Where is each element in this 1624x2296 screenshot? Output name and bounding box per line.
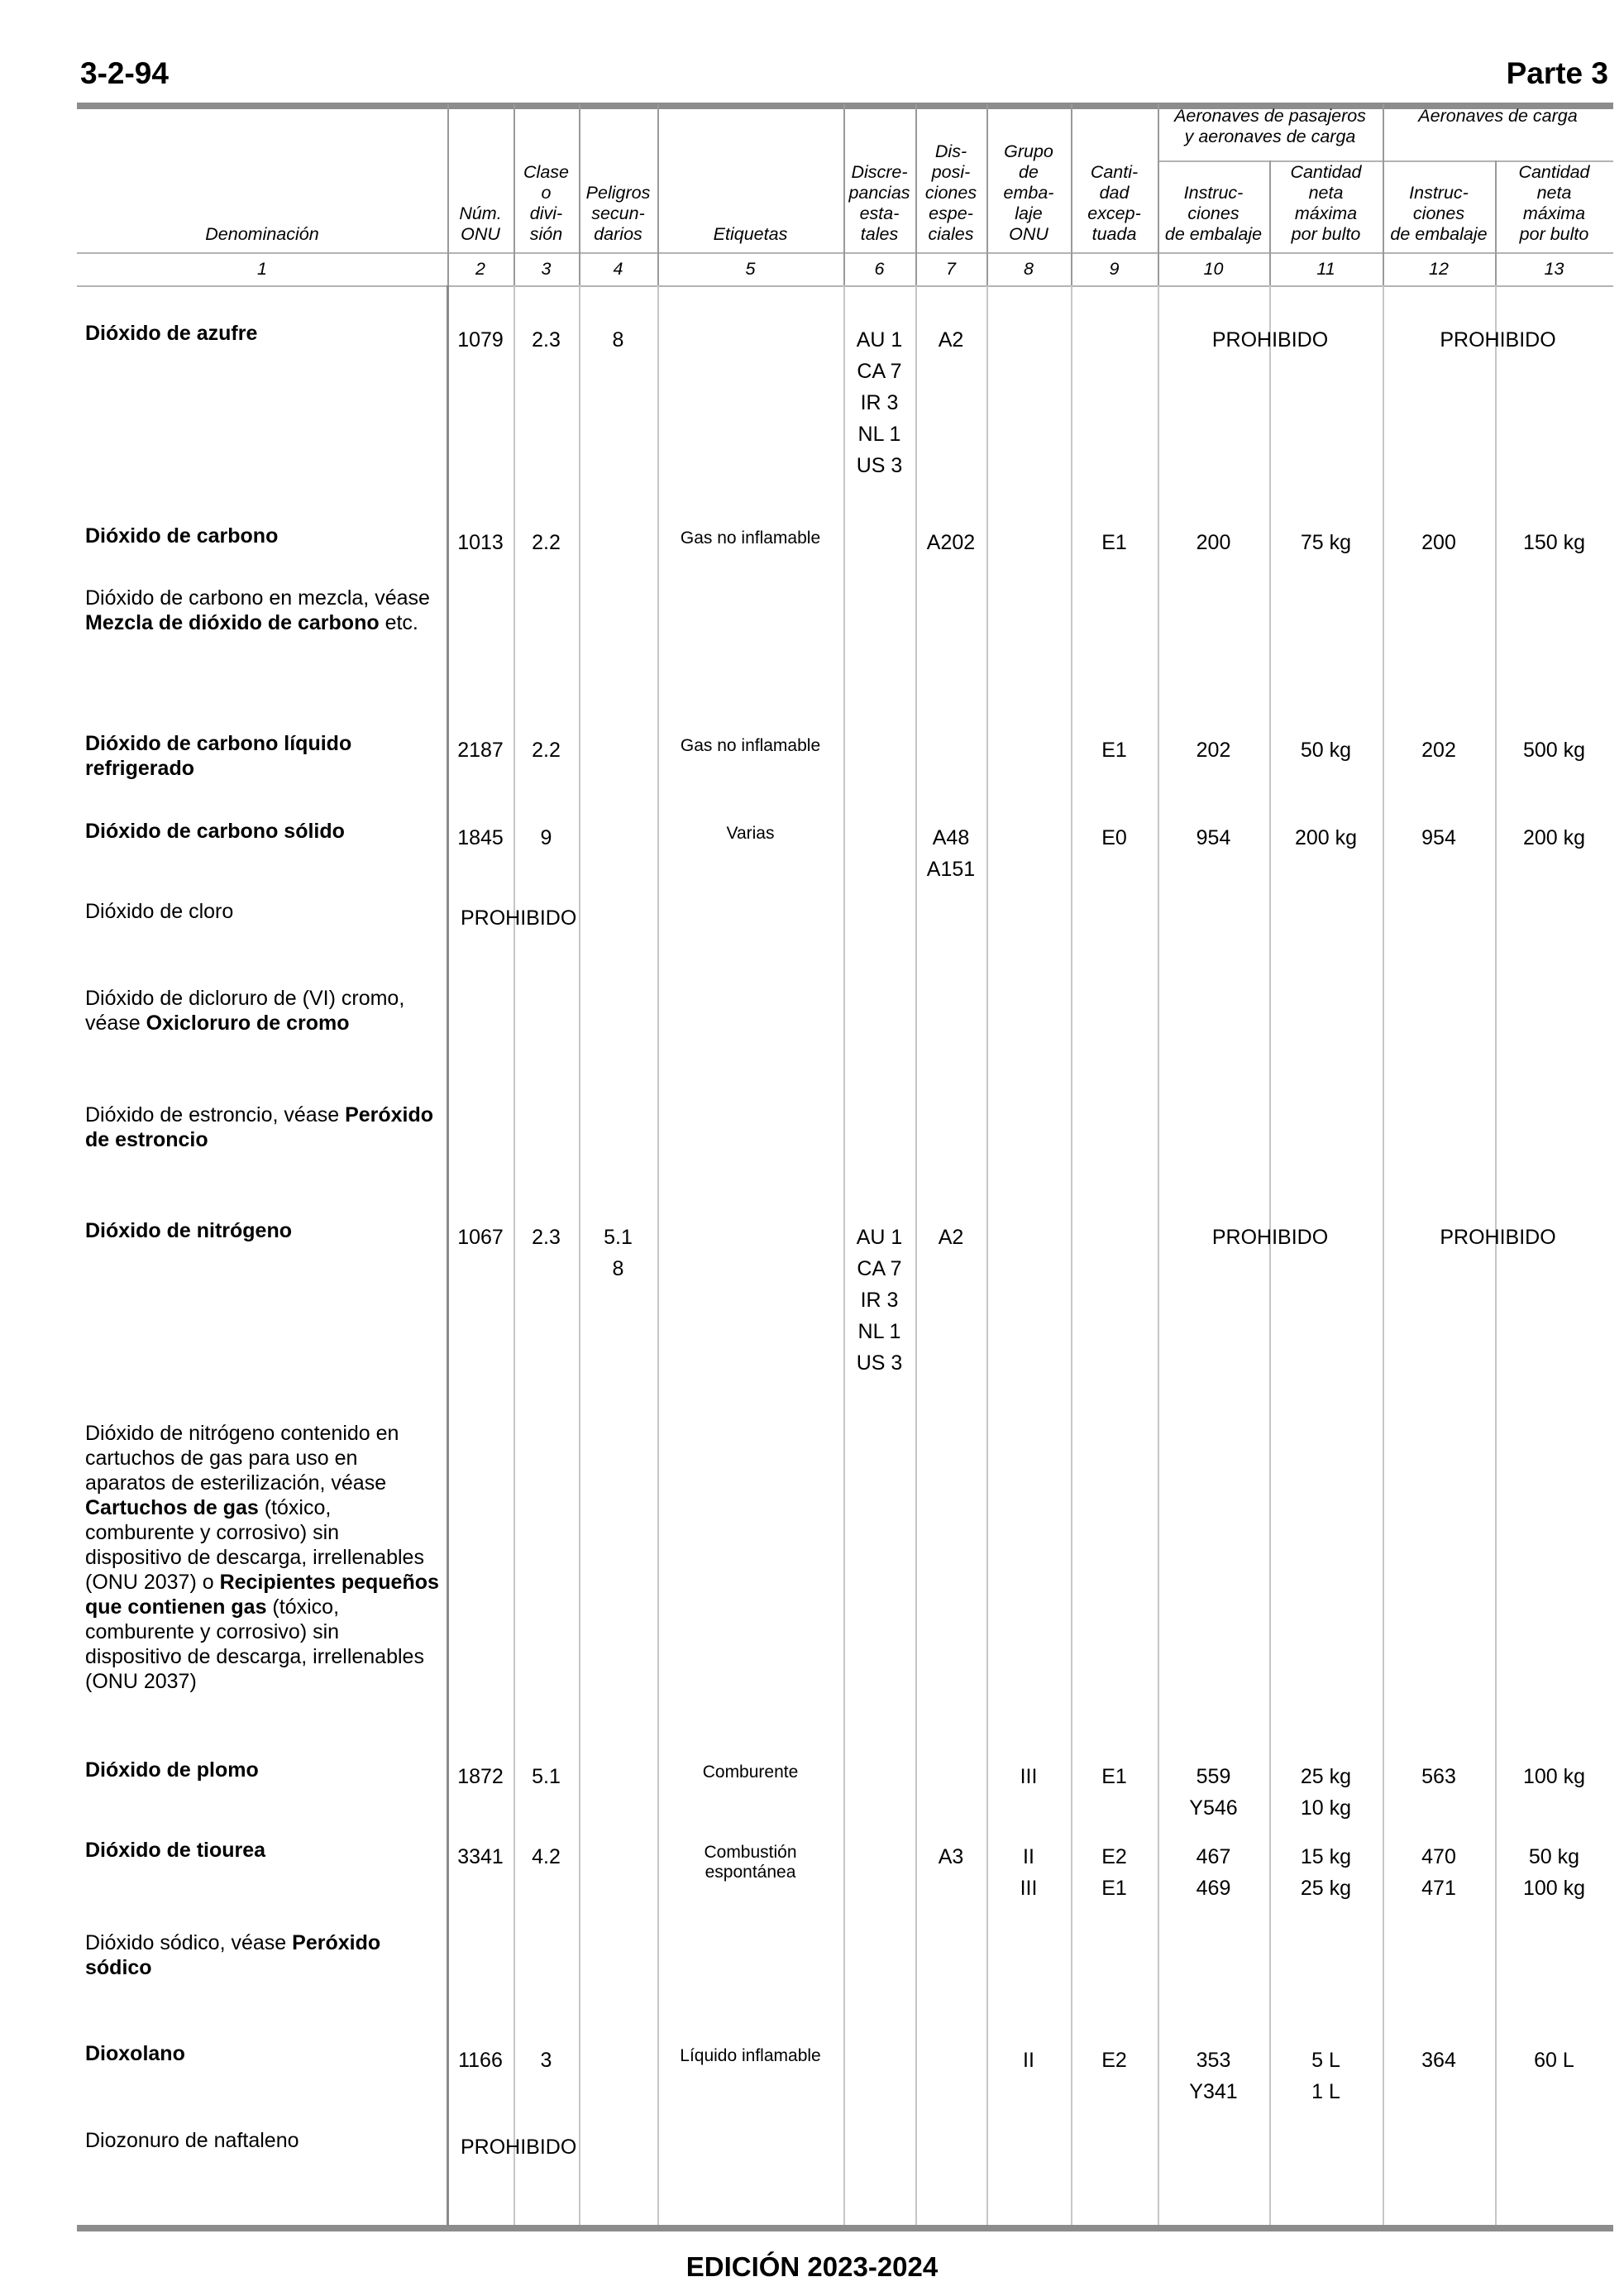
- text-line: 469: [1196, 1877, 1231, 1900]
- packing-group: [986, 1761, 1071, 1792]
- cargo-packing-instruction: [1383, 734, 1495, 766]
- packing-group: [986, 2045, 1071, 2076]
- column-number: 1: [257, 259, 267, 279]
- state-variations: [843, 324, 915, 481]
- class-division: [513, 527, 579, 558]
- name-text: (tóxico, comburente y corrosivo) sin dispositivo de descarga, irrellenables (ONU 2037) o: [85, 1496, 424, 1594]
- cargo-max-net-quantity: [1495, 1841, 1613, 1904]
- name-text: Dióxido de estroncio, véase: [85, 1103, 346, 1126]
- pax-prohibited: PROHIBIDO: [1211, 1226, 1329, 1249]
- name-bold-text: Peróxido sódico: [85, 1931, 381, 1979]
- text-line: Cantidad: [1290, 162, 1362, 182]
- text-line: Cantidad: [1518, 162, 1590, 182]
- text-line: E1: [1101, 1877, 1127, 1900]
- text-line: 470: [1421, 1845, 1456, 1868]
- text-line: 2187: [457, 739, 504, 762]
- special-provisions: [915, 1841, 986, 1873]
- name-text: (tóxico, comburente y corrosivo) sin dispositivo de descarga, irrellenables (ONU 2037): [85, 1595, 424, 1693]
- special-provisions: [915, 527, 986, 558]
- text-line: ciones: [924, 183, 977, 203]
- text-line: 954: [1196, 826, 1231, 849]
- text-line: 471: [1421, 1877, 1456, 1900]
- text-line: posi-: [931, 162, 971, 182]
- text-line: 25 kg: [1300, 1765, 1352, 1788]
- text-line: 200 kg: [1294, 826, 1358, 849]
- text-line: 150 kg: [1522, 531, 1586, 554]
- column-number: 7: [946, 259, 956, 279]
- cargo-prohibited: PROHIBIDO: [1440, 328, 1556, 352]
- special-provisions: [915, 324, 986, 356]
- text-line: E1: [1101, 739, 1127, 762]
- substance-name: [85, 524, 441, 548]
- text-line: 559: [1196, 1765, 1231, 1788]
- text-line: Combustión: [704, 1843, 797, 1862]
- text-line: neta: [1308, 183, 1344, 203]
- text-line: espontánea: [705, 1863, 796, 1882]
- text-line: de embalaje: [1164, 224, 1263, 244]
- text-line: por bulto: [1291, 224, 1361, 244]
- hazard-label: [657, 824, 843, 844]
- part-title: Parte 3: [1506, 56, 1608, 90]
- text-line: ONU: [461, 224, 500, 244]
- text-line: E2: [1101, 1845, 1127, 1868]
- header-c3: [515, 109, 577, 245]
- text-line: AU 1: [856, 1226, 903, 1249]
- substance-name: [85, 1838, 441, 1863]
- text-line: NL 1: [857, 1320, 901, 1343]
- body-column-divider: [1071, 285, 1072, 2225]
- substance-name: [85, 1421, 441, 1694]
- text-line: pancias: [848, 183, 910, 203]
- text-line: Y546: [1189, 1796, 1238, 1820]
- column-number: 10: [1203, 259, 1224, 279]
- text-line: darios: [594, 224, 642, 244]
- cargo-prohibited: PROHIBIDO: [1440, 1226, 1556, 1249]
- header-c5: [659, 109, 842, 245]
- class-division: [513, 734, 579, 766]
- text-line: máxima: [1522, 203, 1586, 223]
- text-line: de embalaje: [1390, 224, 1488, 244]
- pax-packing-instruction: [1158, 2045, 1269, 2107]
- text-line: 75 kg: [1300, 531, 1352, 554]
- body-column-divider: [657, 285, 659, 2225]
- text-line: dad: [1099, 183, 1130, 203]
- text-line: AU 1: [856, 328, 903, 352]
- text-line: Gas no inflamable: [680, 736, 821, 755]
- text-line: 1872: [457, 1765, 504, 1788]
- body-column-divider: [1383, 285, 1384, 2225]
- text-line: ciones: [1187, 203, 1239, 223]
- column-number: 12: [1429, 259, 1449, 279]
- class-division: [513, 822, 579, 854]
- cargo-packing-instruction: [1383, 2045, 1495, 2076]
- un-number: [447, 1222, 513, 1253]
- excepted-quantity: [1071, 527, 1158, 558]
- text-line: 5.1: [604, 1226, 633, 1249]
- excepted-quantity: [1071, 822, 1158, 854]
- text-line: E1: [1101, 1765, 1127, 1788]
- pax-packing-instruction: [1158, 1841, 1269, 1904]
- column-number: 2: [475, 259, 485, 279]
- text-line: 954: [1421, 826, 1456, 849]
- header-group-cargo: [1383, 106, 1613, 127]
- packing-group: [986, 1841, 1071, 1904]
- text-line: 364: [1421, 2049, 1456, 2072]
- header-c7: [917, 109, 985, 245]
- text-line: 500 kg: [1522, 739, 1586, 762]
- text-line: 8: [612, 328, 624, 352]
- un-number: [447, 1841, 513, 1873]
- class-division: [513, 2045, 579, 2076]
- subsidiary-hazard: [579, 324, 657, 356]
- text-line: Dis-: [934, 141, 967, 161]
- row-prohibited: PROHIBIDO: [461, 2136, 577, 2159]
- body-name-divider: [447, 285, 449, 2225]
- text-line: A202: [926, 531, 976, 554]
- text-line: 4.2: [532, 1845, 561, 1868]
- text-line: laje: [1015, 203, 1043, 223]
- hazard-label: [657, 736, 843, 756]
- text-line: ONU: [1009, 224, 1048, 244]
- text-line: sión: [529, 224, 563, 244]
- text-line: 563: [1421, 1765, 1456, 1788]
- text-line: Aeronaves de carga: [1418, 106, 1578, 126]
- cargo-packing-instruction: [1383, 527, 1495, 558]
- text-line: 100 kg: [1522, 1765, 1586, 1788]
- text-line: de: [1019, 162, 1039, 182]
- substance-name: [85, 899, 441, 924]
- column-number: 13: [1544, 259, 1564, 279]
- special-provisions: [915, 1222, 986, 1253]
- body-column-divider: [986, 285, 988, 2225]
- text-line: 9: [540, 826, 552, 849]
- text-line: US 3: [856, 454, 903, 477]
- name-bold-text: Dióxido de carbono: [85, 524, 279, 548]
- hazard-label: [657, 1843, 843, 1882]
- text-line: 1079: [457, 328, 504, 352]
- header-group-passenger: [1158, 106, 1383, 147]
- text-line: IR 3: [860, 1289, 899, 1312]
- body-column-divider: [915, 285, 917, 2225]
- text-line: 1 L: [1311, 2080, 1340, 2103]
- text-line: Clase: [523, 162, 569, 182]
- pax-max-net-quantity: [1269, 1761, 1383, 1824]
- cargo-packing-instruction: [1383, 1761, 1495, 1792]
- text-line: 200: [1421, 531, 1456, 554]
- pax-prohibited: PROHIBIDO: [1211, 328, 1329, 352]
- text-line: E0: [1101, 826, 1127, 849]
- header-c13: [1497, 109, 1612, 245]
- edition-footer: EDICIÓN 2023-2024: [685, 2251, 939, 2282]
- text-line: secun-: [591, 203, 645, 223]
- text-line: Etiquetas: [713, 224, 788, 244]
- column-number: 4: [613, 259, 623, 279]
- text-line: Y341: [1189, 2080, 1238, 2103]
- text-line: 50 kg: [1528, 1845, 1580, 1868]
- text-line: 1067: [457, 1226, 504, 1249]
- header-subdivider: [1158, 160, 1613, 162]
- column-number: 9: [1109, 259, 1120, 279]
- text-line: 1845: [457, 826, 504, 849]
- text-line: divi-: [529, 203, 563, 223]
- name-bold-text: Dióxido de azufre: [85, 322, 258, 345]
- column-number: 6: [874, 259, 885, 279]
- text-line: tales: [860, 224, 899, 244]
- column-number: 3: [541, 259, 552, 279]
- name-text: Dióxido de carbono en mezcla, véase: [85, 586, 430, 610]
- text-line: US 3: [856, 1351, 903, 1375]
- substance-name: [85, 2041, 441, 2066]
- body-column-divider: [513, 285, 515, 2225]
- un-number: [447, 734, 513, 766]
- pax-max-net-quantity: [1269, 734, 1383, 766]
- text-line: CA 7: [857, 1257, 902, 1280]
- text-line: Instruc-: [1409, 183, 1469, 203]
- text-line: Denominación: [205, 224, 319, 244]
- text-line: 60 L: [1534, 2049, 1574, 2072]
- header-c2: [449, 109, 512, 245]
- class-division: [513, 1761, 579, 1792]
- text-line: por bulto: [1519, 224, 1589, 244]
- name-bold-text: Dióxido de tiourea: [85, 1839, 266, 1862]
- text-line: 25 kg: [1300, 1877, 1352, 1900]
- substance-name: [85, 2128, 441, 2153]
- text-line: 2.3: [532, 1226, 561, 1249]
- header-c1: [79, 109, 446, 245]
- text-line: 200: [1196, 531, 1231, 554]
- hazard-label: [657, 1763, 843, 1782]
- special-provisions: [915, 822, 986, 885]
- text-line: Varias: [726, 824, 775, 843]
- text-line: 1166: [458, 2049, 503, 2072]
- class-division: [513, 1841, 579, 1873]
- text-line: 200 kg: [1522, 826, 1586, 849]
- text-line: 3341: [457, 1845, 504, 1868]
- text-line: 202: [1421, 739, 1456, 762]
- text-line: 1013: [457, 531, 504, 554]
- text-line: y aeronaves de carga: [1184, 127, 1356, 146]
- header-c6: [845, 109, 914, 245]
- un-number: [447, 527, 513, 558]
- substance-name: [85, 586, 441, 635]
- text-line: A3: [938, 1845, 964, 1868]
- header-c9: [1072, 109, 1156, 245]
- text-line: espe-: [929, 203, 973, 223]
- name-bold-text: Mezcla de dióxido de carbono: [85, 611, 380, 634]
- text-line: Gas no inflamable: [680, 529, 821, 548]
- text-line: NL 1: [857, 423, 901, 446]
- text-line: esta-: [859, 203, 900, 223]
- pax-packing-instruction: [1158, 527, 1269, 558]
- text-line: ciones: [1412, 203, 1465, 223]
- pax-max-net-quantity: [1269, 1841, 1383, 1904]
- column-number: 5: [745, 259, 756, 279]
- name-bold-text: Dióxido de nitrógeno: [85, 1219, 292, 1242]
- text-line: II: [1023, 2049, 1034, 2072]
- text-line: Comburente: [702, 1763, 799, 1782]
- text-line: III: [1020, 1765, 1038, 1788]
- un-number: [447, 324, 513, 356]
- excepted-quantity: [1071, 734, 1158, 766]
- cargo-max-net-quantity: [1495, 822, 1613, 854]
- text-line: 5 L: [1311, 2049, 1340, 2072]
- substance-name: [85, 819, 441, 844]
- text-line: Grupo: [1004, 141, 1053, 161]
- column-number: 8: [1024, 259, 1034, 279]
- text-line: excep-: [1087, 203, 1141, 223]
- text-line: IR 3: [860, 391, 899, 414]
- text-line: 353: [1196, 2049, 1231, 2072]
- text-line: Instruc-: [1183, 183, 1244, 203]
- text-line: 5.1: [532, 1765, 561, 1788]
- text-line: A151: [926, 858, 976, 881]
- column-number: 11: [1316, 259, 1335, 279]
- name-text: Dióxido sódico, véase: [85, 1931, 293, 1954]
- text-line: Líquido inflamable: [680, 2046, 821, 2065]
- text-line: tuada: [1091, 224, 1137, 244]
- text-line: 2.2: [532, 739, 561, 762]
- body-column-divider: [1269, 285, 1271, 2225]
- text-line: E1: [1101, 531, 1127, 554]
- name-text: Dióxido de nitrógeno contenido en cartuchos de gas para uso en aparatos de esterilización, véase: [85, 1422, 399, 1495]
- text-line: A48: [932, 826, 970, 849]
- text-line: 100 kg: [1522, 1877, 1586, 1900]
- text-line: 3: [540, 2049, 552, 2072]
- cargo-max-net-quantity: [1495, 527, 1613, 558]
- substance-name: [85, 986, 441, 1036]
- text-line: Canti-: [1090, 162, 1139, 182]
- un-number: [447, 2045, 513, 2076]
- name-bold-text: Recipientes pequeños que contienen gas: [85, 1571, 439, 1619]
- text-line: 202: [1196, 739, 1231, 762]
- name-bold-text: Oxicloruro de cromo: [146, 1012, 350, 1035]
- pax-max-net-quantity: [1269, 527, 1383, 558]
- class-division: [513, 324, 579, 356]
- name-bold-text: Dióxido de carbono sólido: [85, 820, 345, 843]
- class-division: [513, 1222, 579, 1253]
- text-line: Discre-: [851, 162, 908, 182]
- name-text: Dióxido de dicloruro de (VI) cromo, véase: [85, 987, 405, 1035]
- text-line: CA 7: [857, 360, 902, 383]
- text-line: 8: [612, 1257, 624, 1280]
- body-column-divider: [1158, 285, 1159, 2225]
- text-line: 50 kg: [1300, 739, 1352, 762]
- bottom-rule: [77, 2225, 1613, 2231]
- header-c12: [1384, 109, 1493, 245]
- substance-name: [85, 321, 441, 346]
- text-line: emba-: [1003, 183, 1054, 203]
- excepted-quantity: [1071, 1761, 1158, 1792]
- text-line: 2.3: [532, 328, 561, 352]
- cargo-max-net-quantity: [1495, 734, 1613, 766]
- pax-max-net-quantity: [1269, 2045, 1383, 2107]
- name-bold-text: Cartuchos de gas: [85, 1496, 259, 1519]
- header-c8: [988, 109, 1069, 245]
- text-line: 2.2: [532, 531, 561, 554]
- text-line: 15 kg: [1300, 1845, 1352, 1868]
- pax-packing-instruction: [1158, 1761, 1269, 1824]
- text-line: A2: [938, 328, 964, 352]
- substance-name: [85, 1930, 441, 1980]
- un-number: [447, 1761, 513, 1792]
- excepted-quantity: [1071, 2045, 1158, 2076]
- text-line: 467: [1196, 1845, 1231, 1868]
- text-line: 10 kg: [1300, 1796, 1352, 1820]
- name-bold-text: Dióxido de carbono líquido refrigerado: [85, 732, 352, 780]
- hazard-label: [657, 2046, 843, 2066]
- text-line: o: [541, 183, 552, 203]
- cargo-max-net-quantity: [1495, 2045, 1613, 2076]
- substance-name: [85, 1218, 441, 1243]
- substance-name: [85, 1103, 441, 1152]
- state-variations: [843, 1222, 915, 1379]
- pax-packing-instruction: [1158, 734, 1269, 766]
- text-line: ciales: [928, 224, 974, 244]
- pax-max-net-quantity: [1269, 822, 1383, 854]
- cargo-packing-instruction: [1383, 1841, 1495, 1904]
- substance-name: [85, 1758, 441, 1782]
- text-line: Núm.: [459, 203, 502, 223]
- name-bold-text: Dióxido de plomo: [85, 1758, 259, 1782]
- name-text: Dióxido de cloro: [85, 900, 234, 923]
- un-number: [447, 822, 513, 854]
- cargo-packing-instruction: [1383, 822, 1495, 854]
- name-text: etc.: [379, 611, 418, 634]
- name-bold-text: Dioxolano: [85, 2042, 185, 2065]
- pax-packing-instruction: [1158, 822, 1269, 854]
- body-column-divider: [1495, 285, 1497, 2225]
- row-prohibited: PROHIBIDO: [461, 906, 577, 930]
- text-line: III: [1020, 1877, 1038, 1900]
- name-bold-text: Peróxido de estroncio: [85, 1103, 434, 1151]
- text-line: E2: [1101, 2049, 1127, 2072]
- text-line: Peligros: [585, 183, 651, 203]
- text-line: máxima: [1294, 203, 1358, 223]
- text-line: A2: [938, 1226, 964, 1249]
- cargo-max-net-quantity: [1495, 1761, 1613, 1792]
- text-line: neta: [1536, 183, 1572, 203]
- header-c4: [580, 109, 656, 245]
- hazard-label: [657, 529, 843, 548]
- substance-name: [85, 731, 441, 781]
- text-line: Aeronaves de pasajeros: [1174, 106, 1366, 126]
- page-number: 3-2-94: [80, 56, 169, 90]
- text-line: II: [1023, 1845, 1034, 1868]
- subsidiary-hazard: [579, 1222, 657, 1284]
- excepted-quantity: [1071, 1841, 1158, 1904]
- name-text: Diozonuro de naftaleno: [85, 2129, 299, 2152]
